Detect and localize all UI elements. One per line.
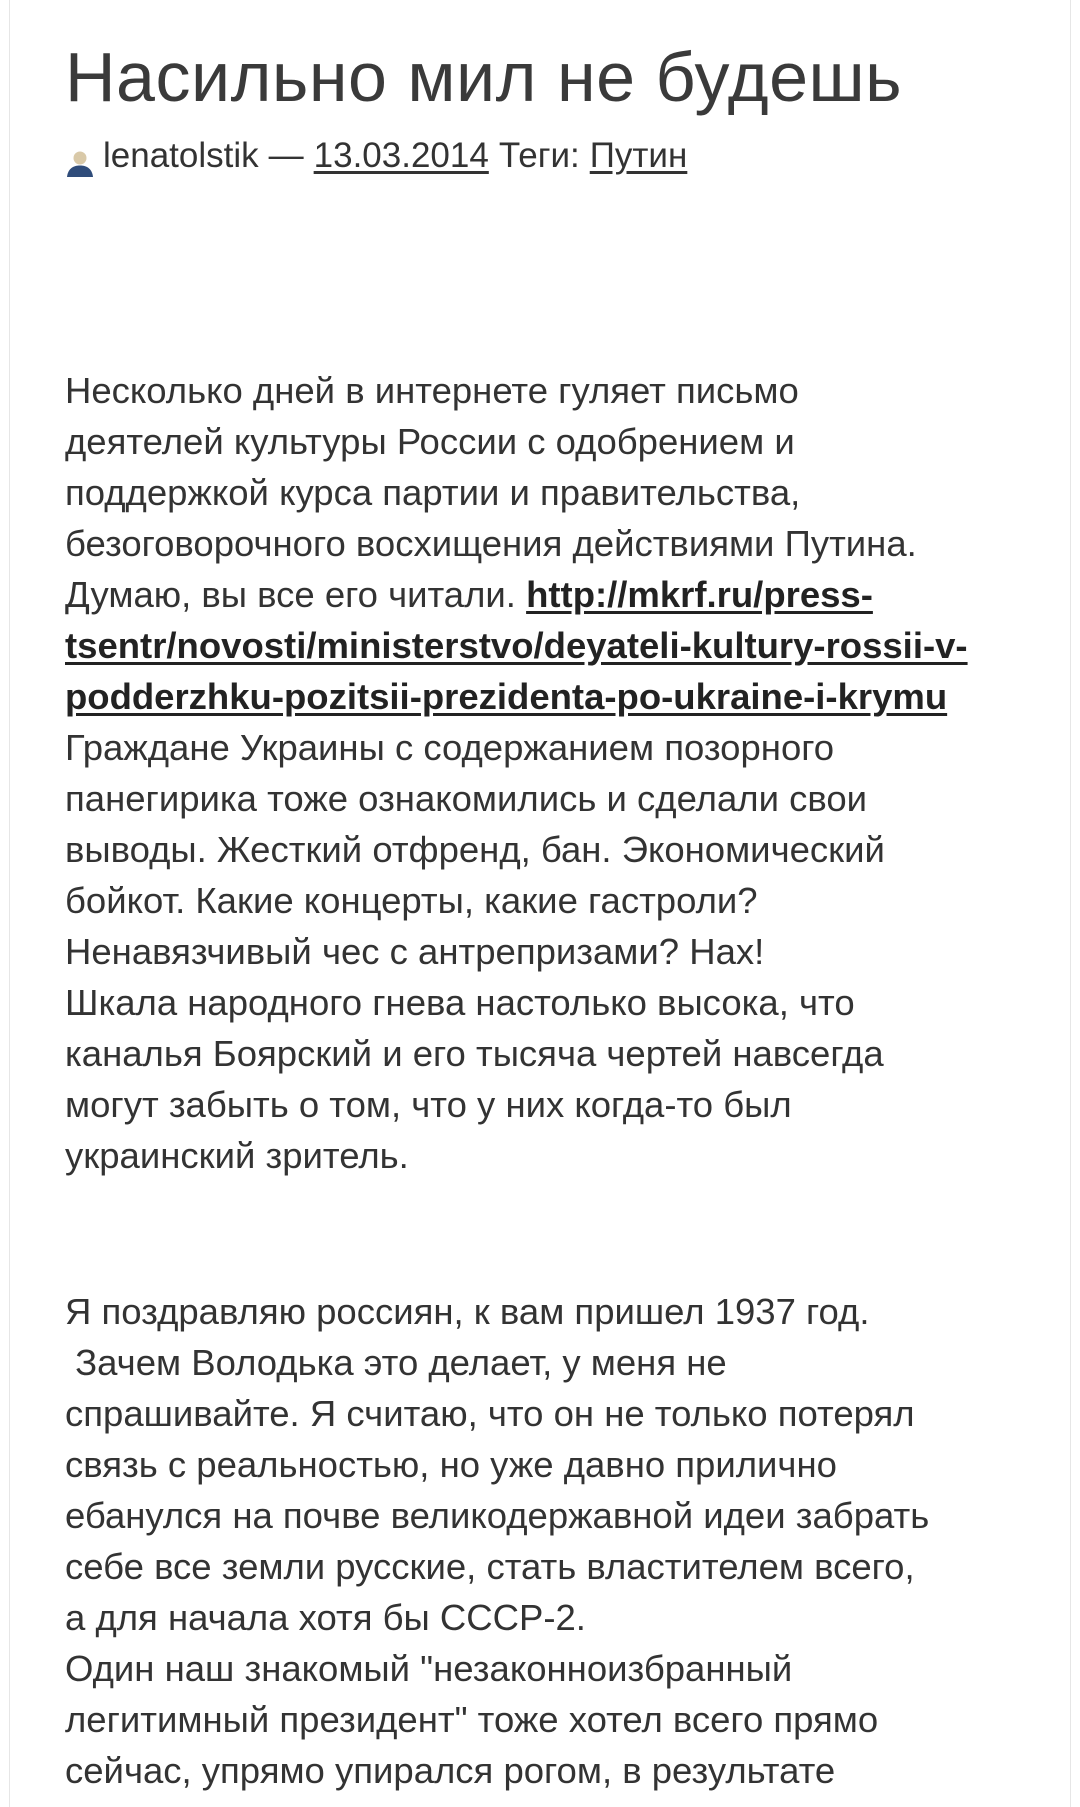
text-line: спрашивайте. Я считаю, что он не только потерял [65,1393,915,1434]
text-line: бойкот. Какие концерты, какие гастроли? [65,880,758,921]
text-line: легитимный президент" тоже хотел всего прямо [65,1699,879,1740]
text-line: Несколько дней в интернете гуляет письмо [65,370,799,411]
text-line: украинский зритель. [65,1135,409,1176]
text-line: Я поздравляю россиян, к вам пришел 1937 год. [65,1291,870,1332]
text-line: ебанулся на почве великодержавной идеи забрать [65,1495,930,1536]
text-line: деятелей культуры России с одобрением и [65,421,795,462]
post-paragraph-1 [65,365,1025,1181]
text-line: Думаю, вы все его читали. [65,574,527,615]
text-line: Граждане Украины с содержанием позорного [65,727,835,768]
text-line: могут забыть о том, что у них когда-то был [65,1084,792,1125]
text-line: каналья Боярский и его тысяча чертей навсегда [65,1033,884,1074]
post-paragraph-2 [65,1286,1025,1796]
text-line: связь с реальностью, но уже давно прилично [65,1444,837,1485]
text-line: поддержкой курса партии и правительства, [65,472,801,513]
text-line: Один наш знакомый "незаконноизбранный [65,1648,793,1689]
text-line: Зачем Володька это делает, у меня не [65,1342,727,1383]
tags-label: Теги: [498,136,580,175]
text-line: Ненавязчивый чес с антрепризами? Нах! [65,931,765,972]
post-date-link[interactable]: 13.03.2014 [313,136,489,175]
link-line [65,620,1025,671]
post-title: Насильно мил не будешь [65,38,903,116]
user-avatar-icon [65,143,95,173]
text-line: панегирика тоже ознакомились и сделали свои [65,778,868,819]
tag-link[interactable]: Путин [589,136,688,175]
meta-separator: — [268,136,304,175]
article-link-part-2[interactable]: tsentr/novosti/ministerstvo/deyateli-kultury-rossii-v- [65,625,968,666]
article-link-part-1[interactable]: http://mkrf.ru/press- [526,574,873,615]
text-line: Шкала народного гнева настолько высока, что [65,982,855,1023]
text-line: себе все земли русские, стать властителем всего, [65,1546,915,1587]
text-line: а для начала хотя бы СССР-2. [65,1597,586,1638]
text-line: выводы. Жесткий отфренд, бан. Экономический [65,829,885,870]
text-line: безоговорочного восхищения действиями Путина. [65,523,917,564]
author-name[interactable]: lenatolstik [103,136,259,175]
article-link-part-3[interactable]: podderzhku-pozitsii-prezidenta-po-ukraine-i-krymu [65,676,948,717]
text-line-with-link [65,569,1025,620]
post-meta [65,132,687,180]
text-line: сейчас, упрямо упирался рогом, в результате [65,1750,836,1791]
link-line [65,671,1025,722]
